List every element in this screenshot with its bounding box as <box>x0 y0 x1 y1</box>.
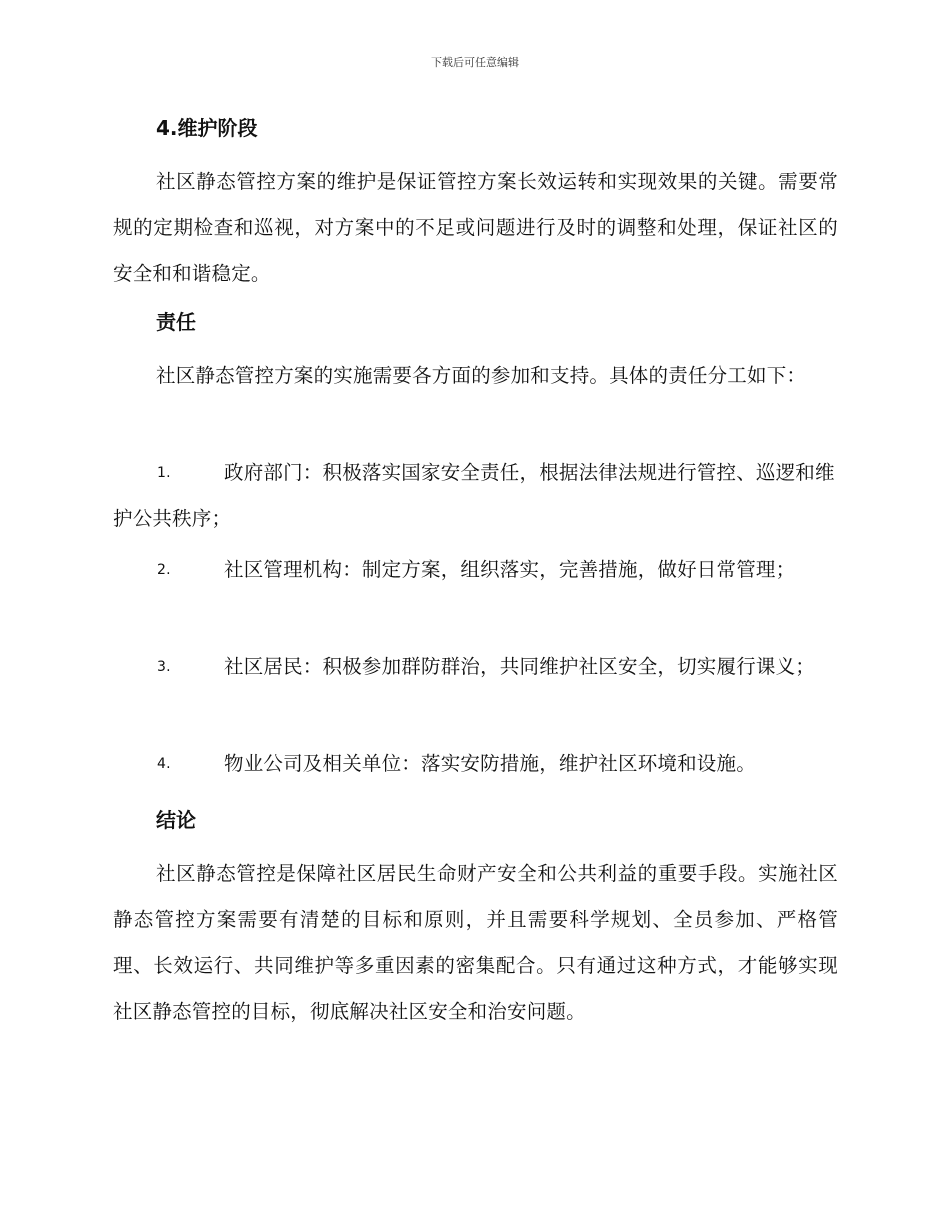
list-item-text: 社区管理机构：制定方案，组织落实，完善措施，做好日常管理； <box>224 558 796 581</box>
list-item-number: 4. <box>157 756 171 772</box>
paragraph-maintenance: 社区静态管控方案的维护是保证管控方案长效运转和实现效果的关键。需要常规的定期检查和巡视，对方案中的不足或问题进行及时的调整和处理，保证社区的安全和和谐稳定。 <box>113 170 838 285</box>
list-item-text: 政府部门：积极落实国家安全责任，根据法律法规进行管控、巡逻和维护公共秩序； <box>113 461 835 530</box>
section-heading-responsibility: 责任 <box>156 310 196 334</box>
section-heading-conclusion: 结论 <box>156 808 196 832</box>
list-item-number: 3. <box>157 659 171 675</box>
list-item <box>113 741 838 787</box>
list-item-text: 社区居民：积极参加群防群治，共同维护社区安全，切实履行课义； <box>224 655 816 678</box>
list-item-number: 1. <box>157 465 171 481</box>
list-item <box>113 644 838 690</box>
paragraph-responsibility-intro: 社区静态管控方案的实施需要各方面的参加和支持。具体的责任分工如下： <box>156 364 807 387</box>
list-item-number: 2. <box>157 562 171 578</box>
list-item-text: 物业公司及相关单位：落实安防措施，维护社区环境和设施。 <box>224 752 756 775</box>
list-item <box>113 450 838 542</box>
page-header: 下载后可任意编辑 <box>431 56 519 69</box>
section-heading-maintenance: 4.维护阶段 <box>156 116 258 140</box>
paragraph-conclusion: 社区静态管控是保障社区居民生命财产安全和公共利益的重要手段。实施社区静态管控方案需要有清楚的目标和原则，并且需要科学规划、全员参加、严格管理、长效运行、共同维护等多重因素的密集配合。只有通过这种方式，才能够实现社区静态管控的目标，彻底解决社区安全和治安问题。 <box>113 862 838 1023</box>
list-item <box>113 547 838 593</box>
